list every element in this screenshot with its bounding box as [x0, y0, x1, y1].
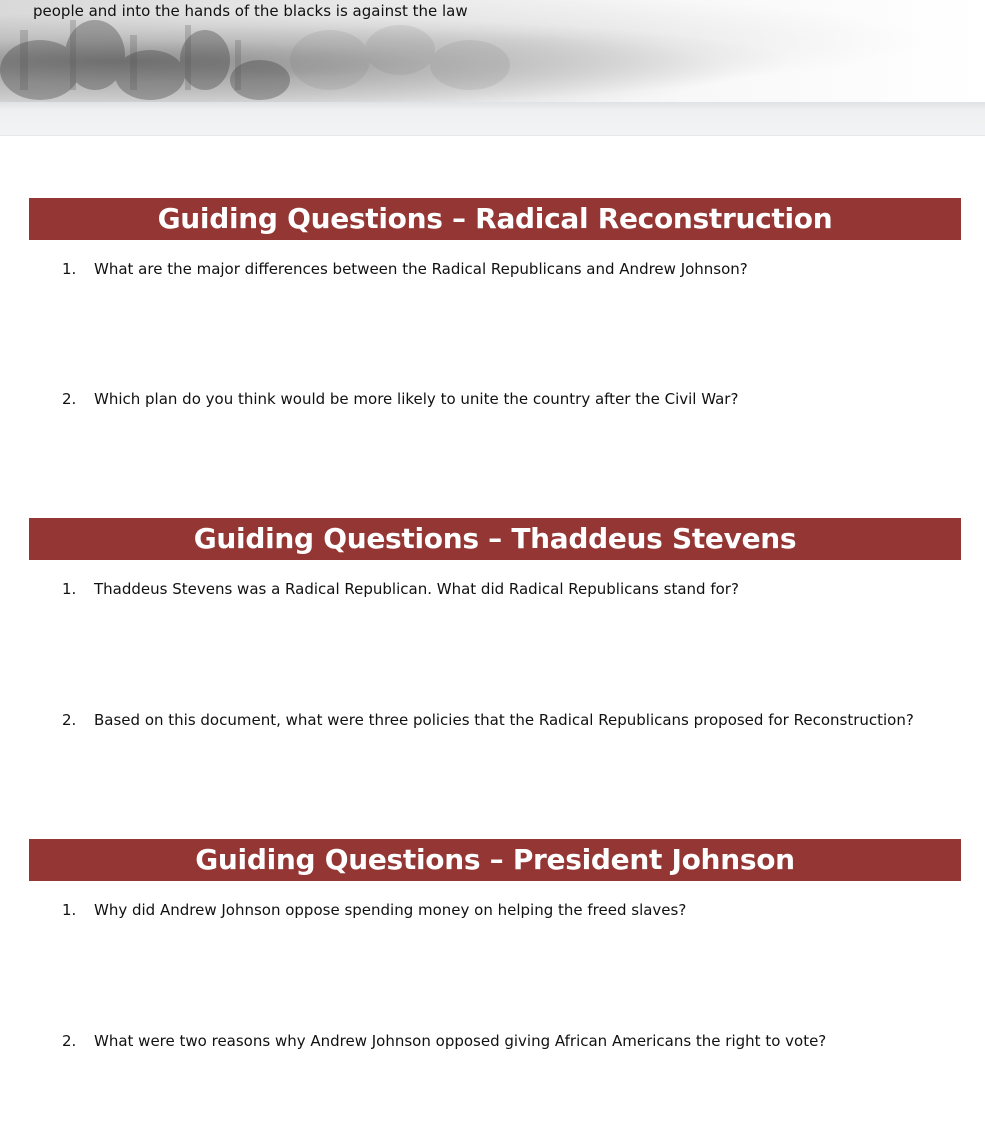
question-number: 2.: [62, 711, 77, 729]
banner-bottom-band: [0, 102, 985, 136]
question-number: 1.: [62, 260, 77, 278]
question-item: [62, 580, 739, 598]
question-text: Based on this document, what were three policies that the Radical Republicans proposed for Reconstruction?: [94, 711, 914, 729]
question-number: 1.: [62, 901, 77, 919]
continued-text-line: people and into the hands of the blacks is against the law: [33, 2, 468, 20]
question-text: Why did Andrew Johnson oppose spending money on helping the freed slaves?: [94, 901, 687, 919]
question-number: 2.: [62, 1032, 77, 1050]
section-header-thaddeus-stevens: Guiding Questions – Thaddeus Stevens: [29, 518, 961, 560]
question-text: What were two reasons why Andrew Johnson opposed giving African Americans the right to vote?: [94, 1032, 827, 1050]
question-item: [62, 1032, 826, 1050]
question-item: [62, 711, 914, 729]
section-header-radical-reconstruction: Guiding Questions – Radical Reconstruction: [29, 198, 961, 240]
question-item: [62, 901, 686, 919]
question-text: Thaddeus Stevens was a Radical Republican. What did Radical Republicans stand for?: [94, 580, 739, 598]
question-item: [62, 390, 738, 408]
question-item: [62, 260, 748, 278]
question-number: 2.: [62, 390, 77, 408]
question-text: What are the major differences between the Radical Republicans and Andrew Johnson?: [94, 260, 748, 278]
section-header-president-johnson: Guiding Questions – President Johnson: [29, 839, 961, 881]
question-text: Which plan do you think would be more likely to unite the country after the Civil War?: [94, 390, 739, 408]
question-number: 1.: [62, 580, 77, 598]
historical-photo-banner: [0, 0, 985, 102]
